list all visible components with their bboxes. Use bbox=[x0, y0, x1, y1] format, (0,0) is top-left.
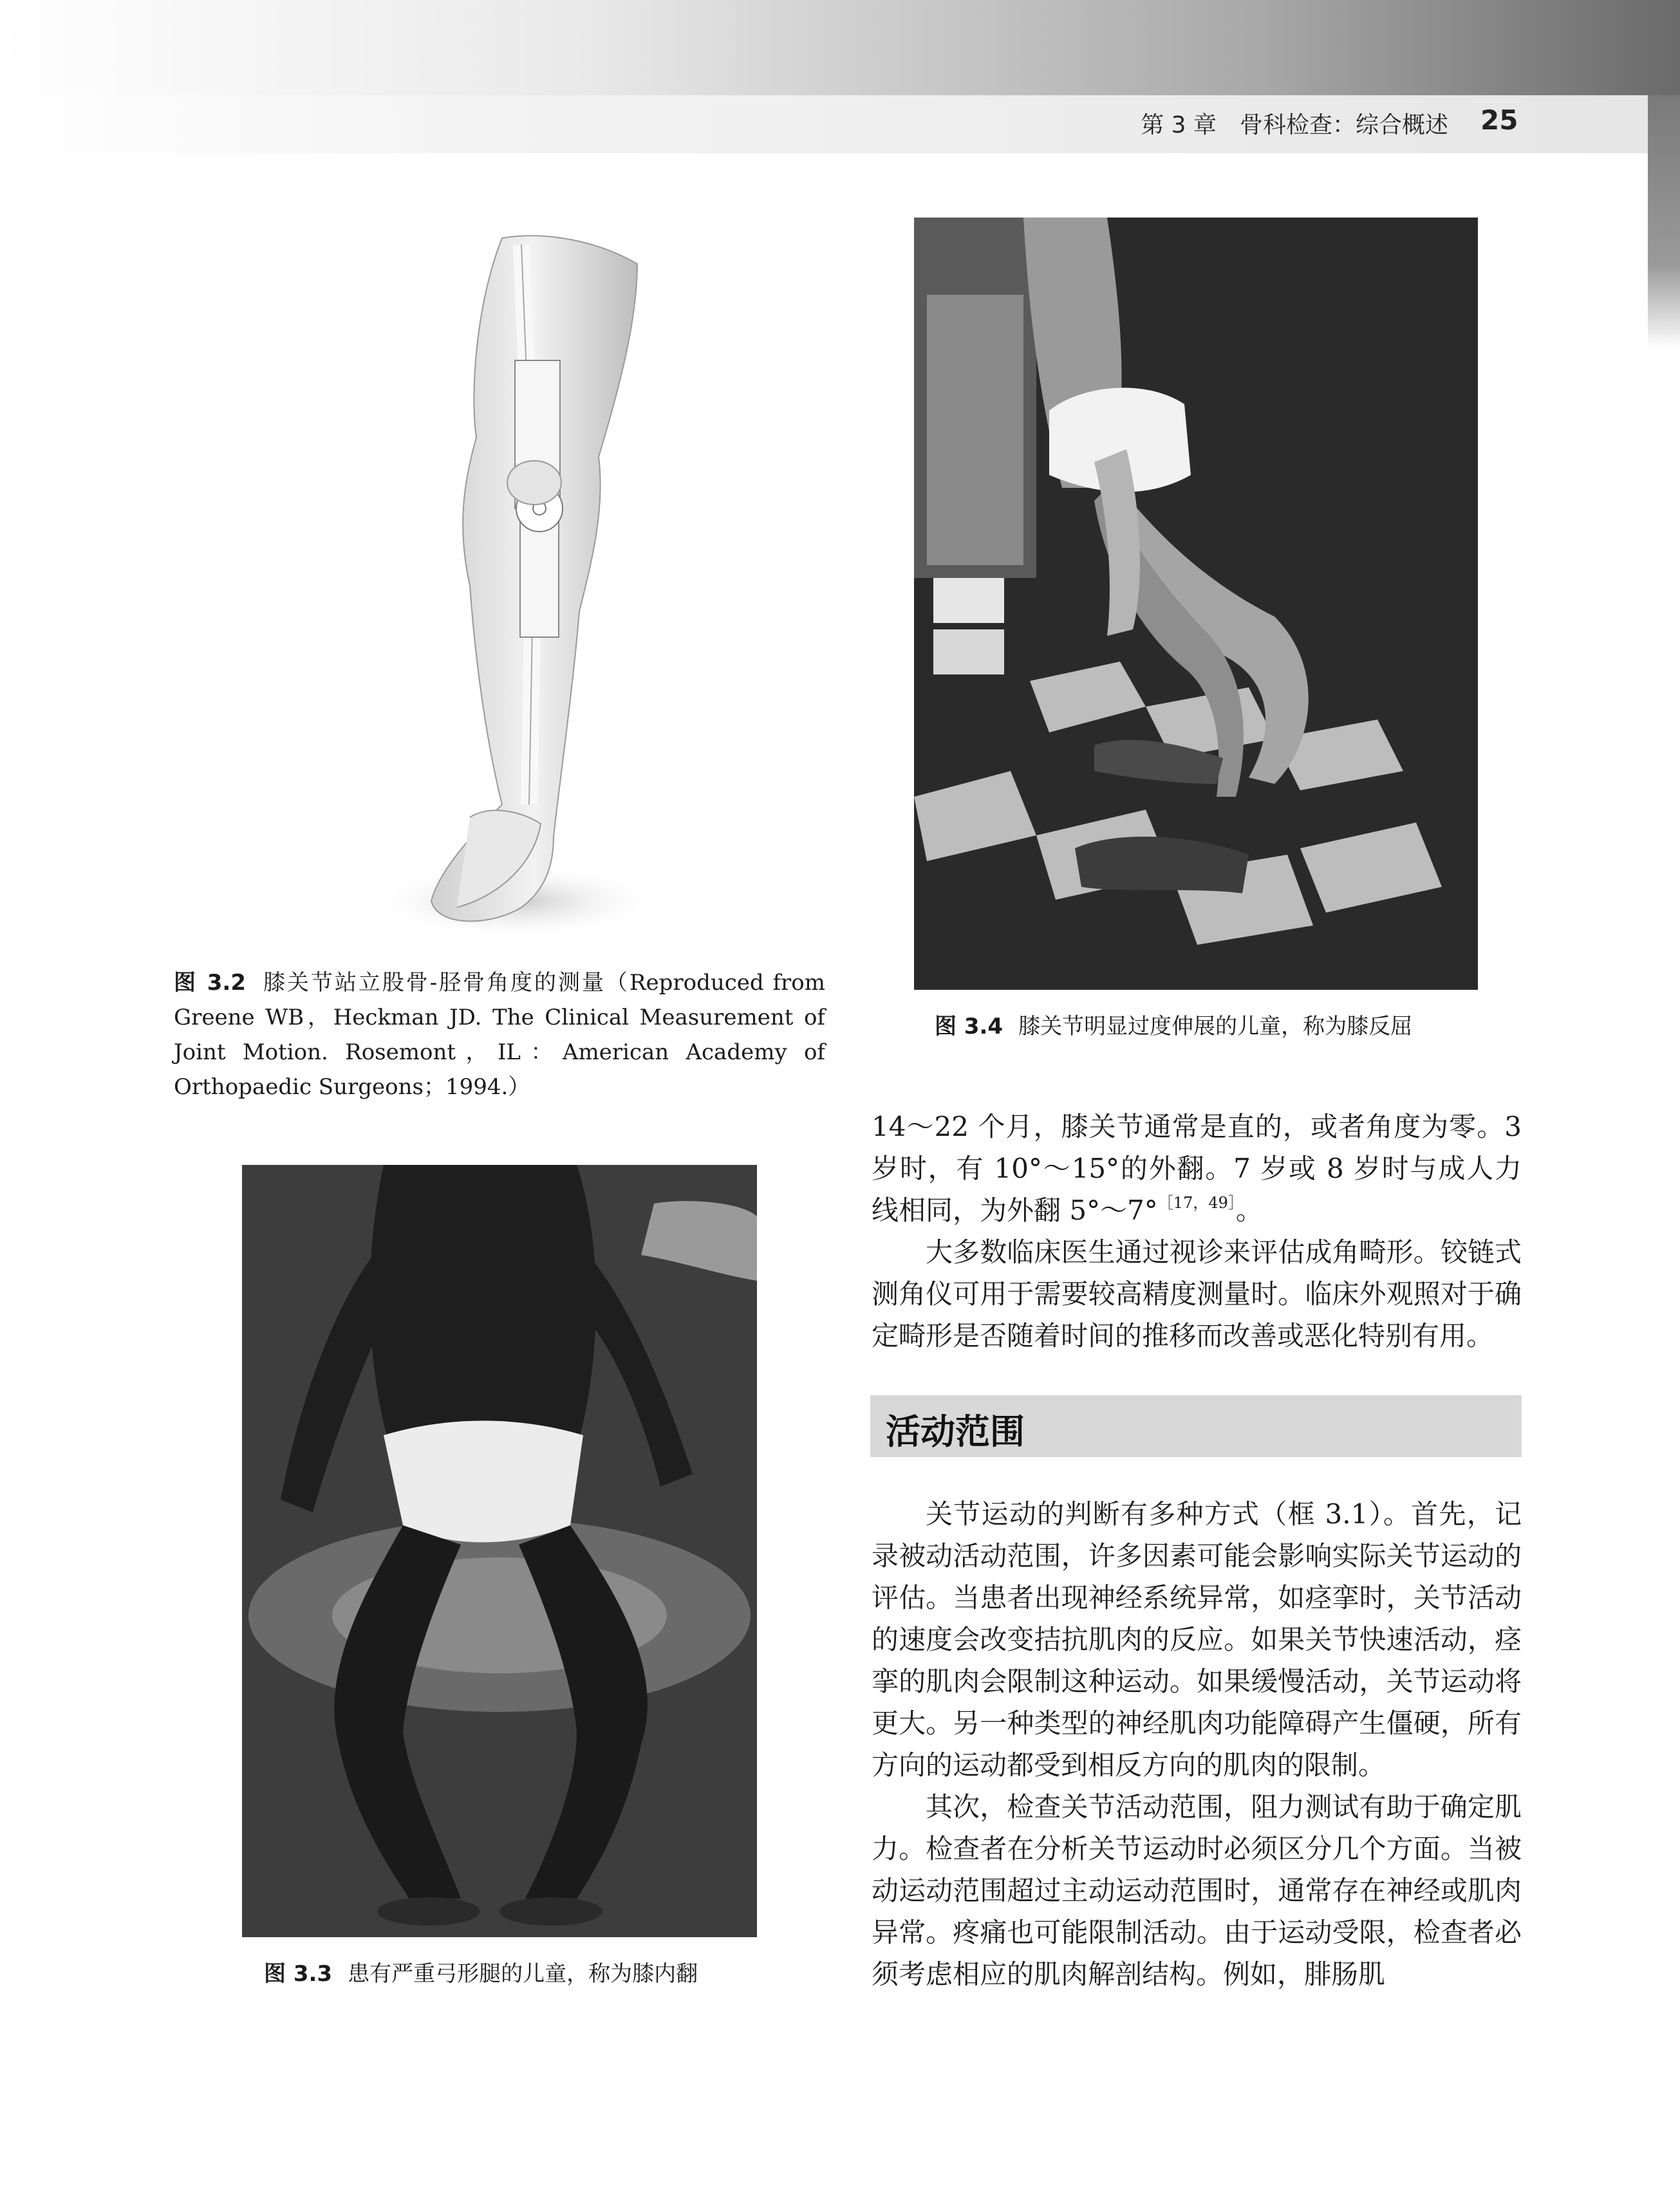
figure-genu-varum-photo bbox=[242, 1165, 757, 1937]
body-paragraph-4: 其次，检查关节活动范围，阻力测试有助于确定肌力。检查者在分析关节运动时必须区分几个方面。当被动运动范围超过主动运动范围时，通常存在神经或肌肉异常。疼痛也可能限制活动。由于运动受限，检查者必须考虑相应的肌肉解剖结构。例如，腓肠肌 bbox=[872, 1791, 1522, 1990]
figure-3-4-caption bbox=[935, 1009, 1514, 1044]
paragraph-1-text: 14～22 个月，膝关节通常是直的，或者角度为零。3 岁时，有 10°～15°的外翻。7 岁或 8 岁时与成人力线相同，为外翻 5°～7° bbox=[872, 1111, 1522, 1226]
figure-3-3-caption bbox=[264, 1956, 843, 1991]
header-band bbox=[0, 0, 1680, 95]
figure-3-4-label: 图 3.4 bbox=[935, 1014, 1003, 1039]
figure-3-3-caption-text: 患有严重弓形腿的儿童，称为膝内翻 bbox=[348, 1961, 698, 1987]
body-paragraph-1 bbox=[872, 1106, 1522, 1231]
body-paragraph-2: 大多数临床医生通过视诊来评估成角畸形。铰链式测角仪可用于需要较高精度测量时。临床外观照对于确定畸形是否随着时间的推移而改善或恶化特别有用。 bbox=[872, 1236, 1522, 1352]
running-head: 第 3 章 骨科检查：综合概述 bbox=[1141, 112, 1448, 138]
figure-3-3-label: 图 3.3 bbox=[264, 1961, 333, 1987]
figure-3-2-caption-text: 膝关节站立股骨-胫骨角度的测量（Reproduced from Greene WB，Heckman JD. The Clinical Measurement of Joint Motion. Rosemont，IL：American Academy of Orthopaedic Surgeons；1994.） bbox=[174, 970, 825, 1100]
figure-leg-goniometer-illustration bbox=[360, 225, 695, 953]
body-paragraph-3: 关节运动的判断有多种方式（框 3.1）。首先，记录被动活动范围，许多因素可能会影响实际关节运动的评估。当患者出现神经系统异常，如痉挛时，关节活动的速度会改变拮抗肌肉的反应。如果关节快速活动，痉挛的肌肉会限制这种运动。如果缓慢活动，关节运动将更大。另一种类型的神经肌肉功能障碍产生僵硬，所有方向的运动都受到相反方向的肌肉的限制。 bbox=[872, 1498, 1522, 1781]
section-heading-bar bbox=[870, 1395, 1522, 1457]
figure-3-2-label: 图 3.2 bbox=[174, 970, 246, 996]
figure-3-2-caption bbox=[174, 965, 825, 1104]
paragraph-1-end: 。 bbox=[1235, 1194, 1263, 1226]
page-edge-tab bbox=[1648, 95, 1680, 2212]
figure-3-4-caption-text: 膝关节明显过度伸展的儿童，称为膝反屈 bbox=[1018, 1014, 1413, 1039]
citation: ［17，49］ bbox=[1157, 1194, 1236, 1212]
section-heading: 活动范围 bbox=[886, 1411, 1025, 1452]
figure-genu-recurvatum-photo bbox=[914, 218, 1478, 990]
page-number: 25 bbox=[1480, 104, 1518, 136]
